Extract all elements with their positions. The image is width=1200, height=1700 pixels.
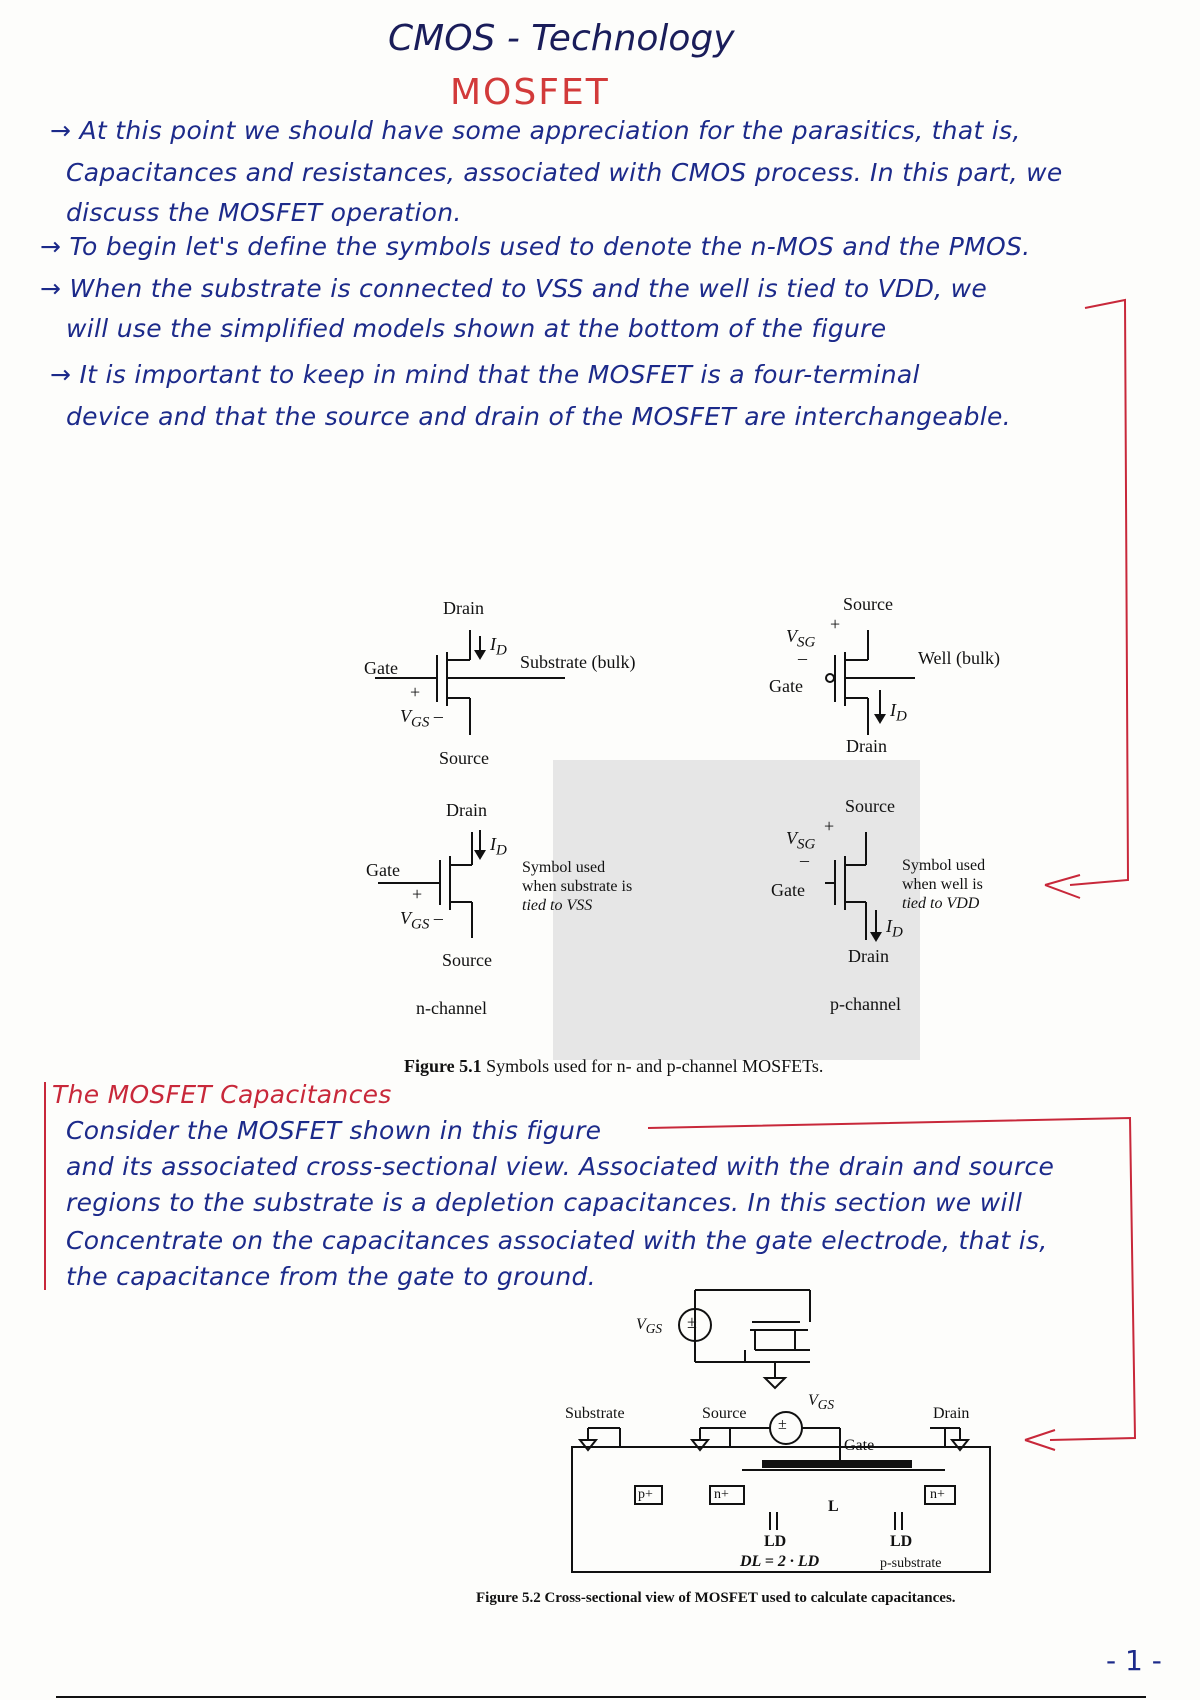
section-line: Concentrate on the capacitances associated with the gate electrode, that is, bbox=[66, 1226, 1048, 1255]
nmos-bottom-id-label: $I_D$ bbox=[490, 834, 507, 859]
fig2-psubstrate-label: p-substrate bbox=[880, 1556, 942, 1571]
intro-line: will use the simplified models shown at the bottom of the figure bbox=[66, 314, 887, 343]
fig2-pplus-label: p+ bbox=[638, 1487, 653, 1502]
pmos-top-drain-label: Drain bbox=[846, 736, 887, 756]
nmos-top-vgs-label: $V_{GS}$ – bbox=[400, 706, 443, 731]
section-line: Consider the MOSFET shown in this figure bbox=[66, 1116, 602, 1145]
pmos-top-plus: + bbox=[830, 614, 841, 634]
pmos-bottom-note: Symbol used when well is tied to VDD bbox=[902, 857, 986, 912]
bottom-rule bbox=[56, 1696, 1146, 1698]
nmos-top-source-label: Source bbox=[439, 748, 489, 768]
nmos-top-plus: + bbox=[410, 682, 421, 702]
fig2-bias-circuit bbox=[695, 1290, 810, 1388]
pmos-bottom-vsg-label: $V_{SG}$ bbox=[786, 828, 816, 853]
intro-line: device and that the source and drain of the MOSFET are interchangeable. bbox=[66, 402, 1011, 431]
pmos-bottom-drain-label: Drain bbox=[848, 946, 889, 966]
nmos-top-bulk-label: Substrate (bulk) bbox=[520, 652, 636, 672]
fig2-ld-left-label: LD bbox=[764, 1533, 787, 1550]
pmos-top-gate-label: Gate bbox=[769, 676, 803, 696]
nmos-bottom-vgs-label: $V_{GS}$ – bbox=[400, 908, 443, 933]
fig2-dl-label: DL = 2 · LD bbox=[740, 1553, 820, 1570]
section-line: regions to the substrate is a depletion capacitances. In this section we will bbox=[66, 1188, 1023, 1217]
section-heading: The MOSFET Capacitances bbox=[52, 1080, 392, 1109]
pmos-bottom-plus: + bbox=[824, 816, 835, 836]
nmos-top-gate-label: Gate bbox=[364, 658, 398, 678]
fig2-vgs-mid-label: $V_{GS}$ bbox=[808, 1392, 835, 1413]
pmos-top-bulk-label: Well (bulk) bbox=[918, 648, 1001, 668]
intro-line: → At this point we should have some appreciation for the parasitics, that is, bbox=[50, 116, 1021, 145]
n-channel-label: n-channel bbox=[416, 998, 487, 1018]
intro-line: → To begin let's define the symbols used to denote the n-MOS and the PMOS. bbox=[40, 232, 1031, 261]
figure1-caption: Figure 5.1 Symbols used for n- and p-channel MOSFETs. bbox=[404, 1056, 824, 1076]
fig2-nplus-left-label: n+ bbox=[714, 1487, 729, 1502]
intro-line: → When the substrate is connected to VSS and the well is tied to VDD, we bbox=[40, 274, 988, 303]
pmos-top-source-label: Source bbox=[843, 594, 893, 614]
p-channel-label: p-channel bbox=[830, 994, 901, 1014]
fig2-gate-label: Gate bbox=[844, 1437, 875, 1454]
intro-line: discuss the MOSFET operation. bbox=[66, 198, 462, 227]
page-number: - 1 - bbox=[1106, 1644, 1162, 1677]
nmos-bottom-note: Symbol used when substrate is tied to VSS bbox=[522, 859, 633, 914]
pmos-bottom-source-label: Source bbox=[845, 796, 895, 816]
page-title: CMOS - Technology bbox=[388, 18, 735, 59]
fig2-length-label: L bbox=[828, 1498, 839, 1515]
intro-line: → It is important to keep in mind that the MOSFET is a four-terminal bbox=[50, 360, 920, 389]
fig2-substrate-label: Substrate bbox=[565, 1405, 625, 1422]
intro-line: Capacitances and resistances, associated with CMOS process. In this part, we bbox=[66, 158, 1063, 187]
fig2-ld-right-label: LD bbox=[890, 1533, 913, 1550]
nmos-bottom-drain-label: Drain bbox=[446, 800, 487, 820]
section-line: the capacitance from the gate to ground. bbox=[66, 1262, 596, 1291]
pmos-bottom-minus: – bbox=[800, 850, 809, 870]
pmos-top-id-label: $I_D$ bbox=[890, 700, 907, 725]
section-line: and its associated cross-sectional view. Associated with the drain and source bbox=[66, 1152, 1055, 1181]
nmos-bottom-gate-label: Gate bbox=[366, 860, 400, 880]
nmos-top-id-label: $I_D$ bbox=[490, 634, 507, 659]
nmos-bottom-plus: + bbox=[412, 884, 423, 904]
fig2-source-symbol: ± bbox=[687, 1312, 697, 1332]
page-subtitle: MOSFET bbox=[450, 72, 610, 113]
pmos-bottom-symbol bbox=[825, 832, 876, 940]
pmos-bottom-gate-label: Gate bbox=[771, 880, 805, 900]
fig2-source-mid-symbol: ± bbox=[778, 1416, 787, 1433]
nmos-bottom-source-label: Source bbox=[442, 950, 492, 970]
fig2-vgs-top-label: $V_{GS}$ bbox=[636, 1316, 663, 1337]
nmos-top-drain-label: Drain bbox=[443, 598, 484, 618]
pmos-top-vsg-label: $V_{SG}$ bbox=[786, 626, 816, 651]
fig2-nplus-right-label: n+ bbox=[930, 1487, 945, 1502]
fig2-source-label: Source bbox=[702, 1405, 747, 1422]
figure2-caption: Figure 5.2 Cross-sectional view of MOSFET used to calculate capacitances. bbox=[476, 1590, 956, 1606]
pmos-top-minus: – bbox=[798, 648, 807, 668]
fig2-drain-label: Drain bbox=[933, 1405, 970, 1422]
pmos-bottom-id-label: $I_D$ bbox=[886, 916, 903, 941]
